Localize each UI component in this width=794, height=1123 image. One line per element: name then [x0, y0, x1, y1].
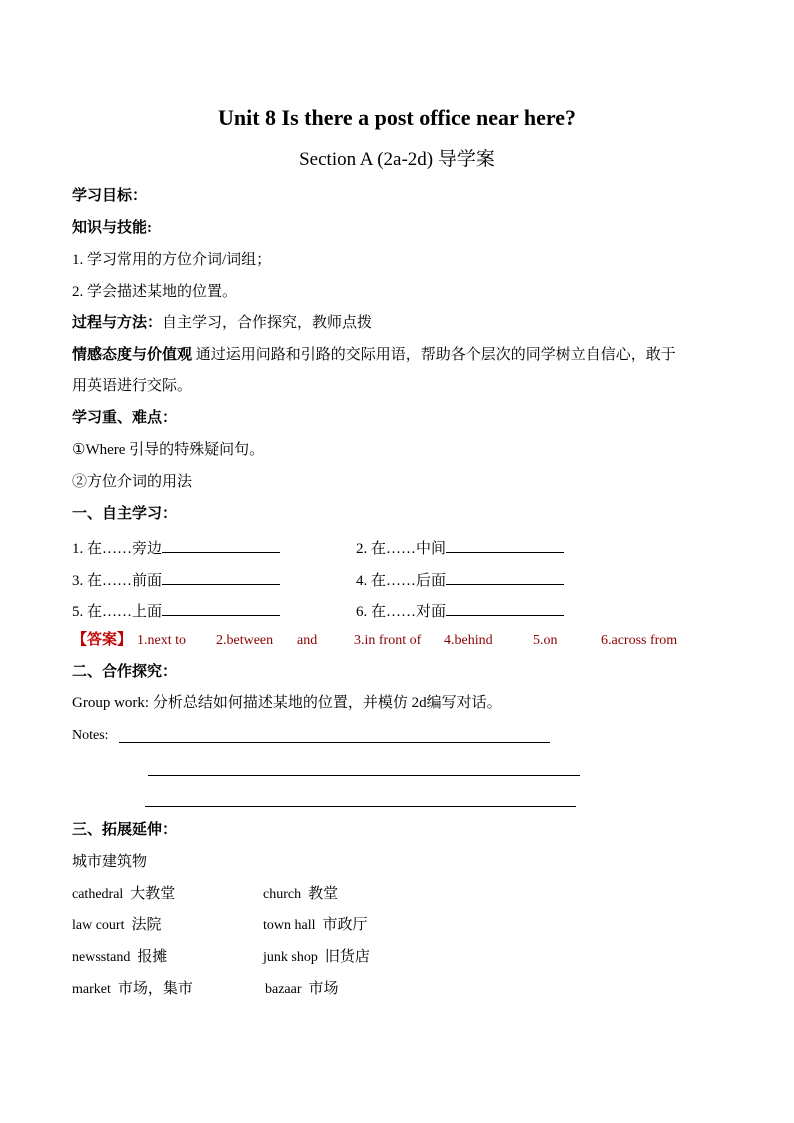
exercise-item-5: [72, 601, 280, 620]
exercise-label: 6. 在……对面: [356, 604, 447, 620]
exercise-label: 1. 在……旁边: [72, 541, 163, 557]
answer-2b: and: [297, 633, 318, 648]
process-label: 过程与方法：: [72, 315, 163, 331]
key-point-1: ①Where 引导的特殊疑问句。: [72, 442, 265, 458]
key-point-2: ②方位介词的用法: [72, 474, 193, 490]
knowledge-heading: 知识与技能:: [72, 220, 152, 236]
objectives-heading: 学习目标：: [72, 188, 148, 204]
vocab-zh: 报摊: [137, 949, 168, 965]
answer-blank[interactable]: [446, 538, 564, 553]
knowledge-item-1: 1. 学习常用的方位介词/词组；: [72, 252, 272, 268]
vocab-zh: 教堂: [308, 886, 339, 902]
vocab-en: bazaar: [265, 982, 302, 997]
vocab-en: law court: [72, 918, 125, 933]
exercise-item-3: [72, 570, 280, 589]
answer-4: 4.behind: [444, 633, 493, 648]
answer-5: 5.on: [533, 633, 558, 648]
answer-1: 1.next to: [137, 633, 186, 648]
answer-3: 3.in front of: [354, 633, 422, 648]
exercise-item-6: [356, 601, 564, 620]
exercise-label: 4. 在……后面: [356, 573, 447, 589]
notes-line-1[interactable]: [119, 742, 550, 743]
answer-label: 【答案】: [72, 632, 133, 648]
process-text: 自主学习，合作探究，教师点拨: [162, 315, 373, 331]
answer-blank[interactable]: [162, 601, 280, 616]
vocab-zh: 市场: [308, 981, 339, 997]
vocab-item: [263, 918, 368, 933]
answer-blank[interactable]: [446, 601, 564, 616]
attitude-label: 情感态度与价值观: [72, 347, 193, 363]
vocab-zh: 旧货店: [324, 949, 370, 965]
answer-2: 2.between: [216, 633, 274, 648]
vocab-item: [263, 887, 338, 902]
vocab-zh: 法院: [131, 917, 162, 933]
answer-blank[interactable]: [446, 570, 564, 585]
vocab-item: [72, 982, 193, 997]
vocab-item: [72, 918, 162, 933]
vocab-item: [72, 950, 167, 965]
attitude-text-1: 通过运用问路和引路的交际用语，帮助各个层次的同学树立自信心，敢于: [195, 347, 676, 363]
answer-blank[interactable]: [162, 538, 280, 553]
vocab-item: [72, 887, 175, 902]
vocab-en: church: [263, 887, 302, 902]
exercise-item-4: [356, 570, 564, 589]
page-subtitle: Section A (2a-2d) 导学案: [299, 149, 495, 170]
knowledge-item-2: 2. 学会描述某地的位置。: [72, 284, 238, 300]
section1-heading: 一、自主学习：: [72, 506, 178, 522]
exercise-label: 5. 在……上面: [72, 604, 163, 620]
vocab-zh: 市政厅: [322, 917, 368, 933]
exercise-item-2: [356, 538, 564, 557]
answer-6: 6.across from: [601, 633, 678, 648]
section2-heading: 二、合作探究：: [72, 664, 178, 680]
exercise-label: 3. 在……前面: [72, 573, 163, 589]
group-work-text: Group work: 分析总结如何描述某地的位置，并模仿 2d编写对话。: [72, 695, 502, 711]
notes-label: Notes:: [72, 728, 109, 743]
notes-line-2[interactable]: [148, 775, 580, 776]
vocab-en: town hall: [263, 918, 316, 933]
vocab-item: [265, 982, 339, 997]
buildings-heading: 城市建筑物: [72, 854, 148, 870]
section3-heading: 三、拓展延伸：: [72, 822, 178, 838]
vocab-en: newsstand: [72, 950, 131, 965]
attitude-line: [72, 348, 676, 363]
vocab-zh: 市场，集市: [117, 981, 193, 997]
notes-line-3[interactable]: [145, 806, 576, 807]
exercise-item-1: [72, 538, 280, 557]
vocab-zh: 大教堂: [130, 886, 176, 902]
vocab-en: junk shop: [263, 950, 318, 965]
attitude-text-2: 用英语进行交际。: [72, 378, 193, 394]
vocab-en: cathedral: [72, 887, 124, 902]
exercise-label: 2. 在……中间: [356, 541, 447, 557]
answer-blank[interactable]: [162, 570, 280, 585]
vocab-item: [263, 950, 370, 965]
process-line: [72, 316, 372, 331]
vocab-en: market: [72, 982, 111, 997]
page-title: Unit 8 Is there a post office near here?: [217, 105, 577, 130]
key-points-heading: 学习重、难点：: [72, 410, 178, 426]
